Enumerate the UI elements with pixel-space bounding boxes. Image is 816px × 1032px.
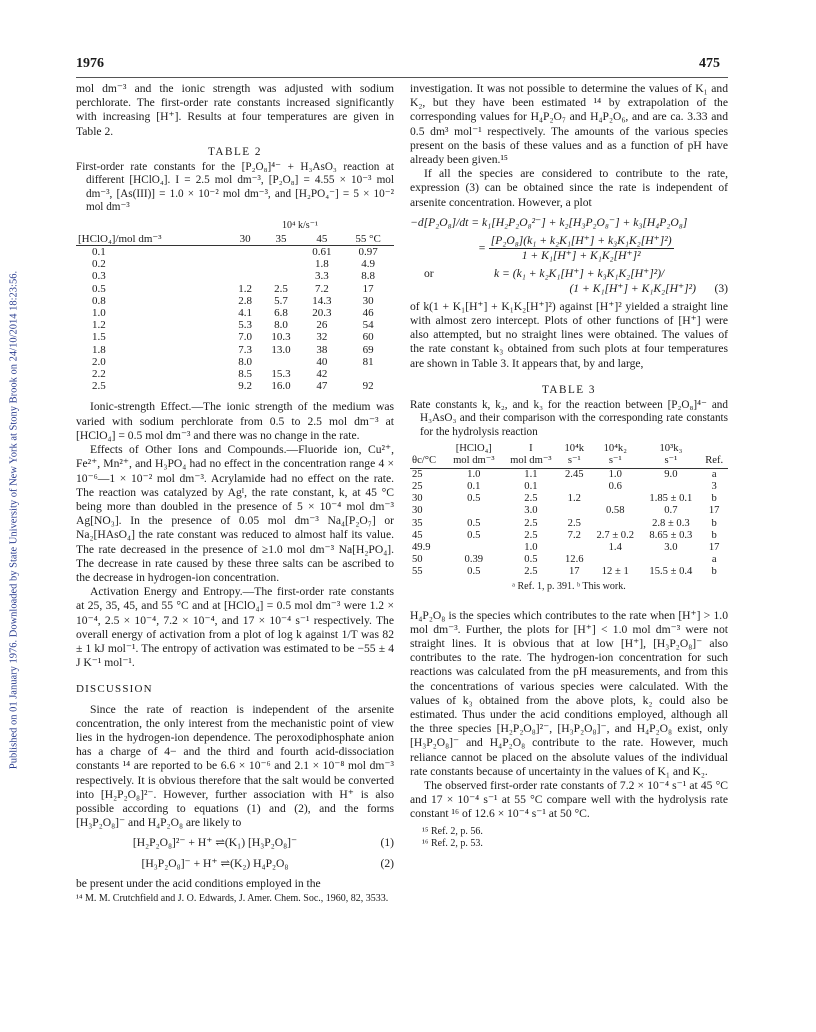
table-cell: 25: [412, 468, 423, 480]
table-cell: 35: [261, 233, 302, 246]
right-paragraph-3: of k(1 + K₁[H⁺] + K₁K₂[H⁺]²) against [H⁺]² yielded a straight line with almost zero intercept. Plots of other functions of [H⁺] were also attempted, but no straight lines were obtained. The values of the rate constant k₃ obtained from such plots at four temperatures are shown in Table 3. It appears that, by and large,: [410, 299, 728, 370]
table-cell: 0.1: [92, 246, 106, 259]
table-cell: [589, 518, 641, 530]
table-cell: 0.8: [92, 294, 106, 307]
right-paragraph-5: The observed first-order rate constants of 7.2 × 10⁻⁴ s⁻¹ at 45 °C and 17 × 10⁻⁴ s⁻¹ at 55 °C compare well with the hydrolysis rate constant ¹⁶ of 12.6 × 10⁻⁴ s⁻¹ at 50 °C.: [410, 778, 728, 821]
table-cell: 0.61: [312, 246, 332, 259]
table-cell: 46: [362, 307, 374, 320]
table-cell: 7.0: [238, 331, 252, 344]
table-row: [410, 554, 728, 566]
table-cell: 1.0: [467, 468, 481, 480]
table-cell: 45: [412, 529, 423, 541]
table-cell: [559, 505, 589, 517]
table-cell: 0.58: [605, 505, 625, 517]
table-cell: I: [529, 443, 533, 455]
table-cell: 3.0: [664, 541, 678, 553]
equation-3-number: (3): [714, 281, 728, 295]
table-cell: 0.6: [608, 480, 622, 492]
discussion-heading: DISCUSSION: [76, 683, 153, 696]
table-cell: 1.2: [238, 282, 252, 295]
ionic-strength-paragraph: Ionic-strength Effect.—The ionic strength of the medium was varied with sodium perchlorate from 0.5 to 2.5 mol dm⁻³ at [HClO₄] = 0.5 mol dm⁻³ and there was no change in the rate.: [76, 400, 394, 442]
table-cell: [700, 443, 728, 455]
table3-footnote: ᵃ Ref. 1, p. 391. ᵇ This work.: [512, 580, 626, 592]
table-cell: 14.3: [312, 294, 332, 307]
table-cell: 6.8: [274, 307, 288, 320]
table-cell: 1.0: [92, 307, 106, 320]
table-cell: [641, 554, 700, 566]
rate-equation-numerator: [P₂O₈](k₁ + k₂K₁[H⁺] + k₃K₁K₂[H⁺]²): [489, 234, 674, 249]
table-cell: 1.2: [92, 319, 106, 332]
table-cell: 26: [316, 319, 328, 332]
table2-label: TABLE 2: [207, 145, 263, 158]
table3-header-top: [410, 443, 728, 455]
rate-equation-denominator: 1 + K₁[H⁺] + K₁K₂[H⁺]²: [521, 249, 641, 263]
table-cell: mol dm⁻³: [445, 455, 502, 468]
table-row: [76, 319, 394, 331]
table-cell: 1.0: [608, 468, 622, 480]
table-row: [410, 505, 728, 517]
table-cell: 8.65 ± 0.3: [649, 529, 693, 541]
table-row: [76, 356, 394, 368]
table-row: [410, 530, 728, 542]
right-paragraph-1: investigation. It was not possible to determine the values of K₁ and K₂, but they have been estimated ¹⁴ by extrapolation of the corresponding values for H₄P₂O₇ and H₄P₂O₆, and are ca. 3.33 and 0.5 dm³ mol⁻¹ respectively. The amounts of the various species present on the basis of these values and as a function of pH have already been given.¹⁵: [410, 82, 728, 167]
table-cell: 50: [412, 554, 423, 566]
table-cell: 1.0: [524, 541, 538, 553]
table-cell: 10⁴k₂: [603, 443, 627, 455]
table-cell: 10⁴k: [564, 443, 585, 455]
table-cell: 2.5: [524, 566, 538, 578]
table-cell: 12 ± 1: [601, 566, 629, 578]
table-cell: [559, 481, 589, 493]
table-cell: 7.2: [314, 282, 329, 295]
download-watermark-text: Published on 01 January 1976. Downloaded by State University of New York at Stony Brook on 24/10/2014 18:23:56.: [8, 270, 20, 770]
table-cell: 4.1: [238, 307, 252, 320]
rate-equation-a: −d[P₂O₈]/dt = k₁[H₂P₂O₈²⁻] + k₂[H₃P₂O₈⁻] + k₃[H₄P₂O₈]: [410, 215, 688, 229]
table3-caption: Rate constants k, k₂, and k₃ for the reaction between [P₂O₈]⁴⁻ and H₃AsO₃ and their comparison with the corresponding rate constants for the hydrolysis reaction: [410, 399, 728, 438]
right-paragraph-4: H₄P₂O₈ is the species which contributes to the rate when [H⁺] > 1.0 mol dm⁻³. Further, the plots for [H⁺] < 1.0 mol dm⁻³ were not straight lines. It is obvious that at low [H⁺], [H₃P₂O₈]⁻ also contributes to the rate. The hydrogen-ion concentration for such reactions was calculated from the pH measurements, and from this the concentrations of various species were calculated. With the values of k₃ obtained from the above plots, k₂ could also be estimated. Thus under the acid conditions employed, although all the three species [H₂P₂O₈]²⁻, [H₃P₂O₈]⁻, and H₄P₂O₈ exist, only [H₃P₂O₈]⁻ and H₄P₂O₈ contribute to the rate. However, much reliance cannot be placed on the absolute values of the individual rate constants because of uncertainty in the values of K₁ and K₂.: [410, 608, 728, 778]
table-cell: 69: [362, 343, 374, 356]
table-cell: 47: [316, 380, 328, 393]
table-cell: 1.8: [92, 343, 106, 356]
table-cell: s⁻¹: [559, 455, 589, 468]
table-row: [76, 368, 394, 380]
table-cell: 55 °C: [342, 233, 394, 246]
header-rule: [76, 77, 728, 78]
table-cell: 15.5 ± 0.4: [649, 566, 693, 578]
equation-2-number: (2): [380, 856, 394, 870]
table3: [410, 443, 728, 578]
table-row: [76, 344, 394, 356]
download-watermark: [4, 140, 24, 900]
table-cell: 0.2: [92, 258, 106, 271]
table-cell: 17: [568, 566, 580, 578]
k-equation-or: or: [424, 267, 434, 281]
table-cell: 30: [230, 233, 261, 246]
table-cell: b: [711, 566, 717, 578]
table-cell: 30: [412, 493, 423, 505]
table-cell: 3.0: [524, 505, 538, 517]
table2: [76, 233, 394, 393]
table-cell: 2.5: [524, 493, 538, 505]
table-cell: [261, 270, 302, 282]
table-row: [76, 283, 394, 295]
table-cell: 0.5: [467, 566, 481, 578]
table-cell: 20.3: [312, 307, 332, 320]
table2-caption: First-order rate constants for the [P₂O₈]⁴⁻ + H₃AsO₃ reaction at different [HClO₄]. I = 2.5 mol dm⁻³, [P₂O₈] = 4.55 × 10⁻³ mol dm⁻³, [As(III)] = 1.0 × 10⁻² mol dm⁻³, and [H₂PO₄⁻] = 5 × 10⁻² mol dm⁻³: [76, 161, 394, 214]
k-equation: [410, 267, 728, 281]
table-cell: 0.5: [524, 554, 538, 566]
rate-equation-b: = $\frac{\text{[P₂O₈](k₁ + k₂K₁[H⁺] + k₃K₁K₂[H⁺]²)}}{\text{1 + K₁[H⁺] + K₁K₂[H⁺]²}}$: [478, 234, 672, 263]
table-cell: 2.8 ± 0.3: [652, 517, 690, 529]
table-cell: 17: [708, 505, 720, 517]
table3-label: TABLE 3: [541, 383, 597, 396]
table-cell: 32: [316, 331, 328, 344]
table-cell: 0.5: [467, 493, 481, 505]
table-cell: 4.9: [361, 258, 375, 271]
table-cell: 2.2: [92, 368, 106, 381]
table-cell: 0.1: [524, 480, 538, 492]
table-cell: 0.7: [664, 505, 678, 517]
table-cell: 5.3: [238, 319, 252, 332]
page-number: 475: [699, 56, 720, 71]
table2-units: 10⁴ k/s⁻¹: [282, 219, 318, 231]
table-cell: 45: [301, 233, 342, 246]
table-cell: 3.3: [314, 270, 329, 283]
table-cell: 16.0: [271, 380, 291, 393]
table-cell: 13.0: [271, 343, 291, 356]
table-cell: 49.9: [412, 541, 431, 553]
journal-year: 1976: [76, 56, 104, 71]
table-cell: 30: [412, 505, 423, 517]
table-cell: 2.5: [567, 517, 581, 529]
table-cell: 0.97: [358, 246, 378, 259]
table-cell: 3: [711, 480, 717, 492]
right-paragraph-2: If all the species are considered to contribute to the rate, expression (3) can be obtained since the rate is independent of arsenite concentration. However, a plot: [410, 167, 728, 209]
table-cell: 8.5: [238, 368, 252, 381]
table-cell: [261, 246, 302, 259]
table-cell: 0.5: [467, 529, 481, 541]
table-cell: 9.2: [238, 380, 252, 393]
table-cell: 2.5: [524, 529, 538, 541]
table-cell: 8.0: [238, 355, 252, 368]
table-cell: [230, 246, 261, 259]
table-cell: 25: [412, 480, 423, 492]
table-cell: [641, 481, 700, 493]
table-cell: [HClO₄]/mol dm⁻³: [76, 233, 230, 246]
table-cell: 8.0: [274, 319, 288, 332]
table-row: [410, 481, 728, 493]
table-cell: [445, 505, 502, 517]
table-cell: 1.85 ± 0.1: [649, 493, 693, 505]
table-cell: 8.8: [361, 270, 375, 283]
activation-paragraph: Activation Energy and Entropy.—The first-order rate constants at 25, 35, 45, and 55 °C and at [HClO₄] = 0.5 mol dm⁻³ were 1.2 × 10⁻⁴, 2.5 × 10⁻⁴, 7.2 × 10⁻⁴, and 17 × 10⁻⁴ s⁻¹ respectively. The overall energy of activation from a plot of log k against 1/T was 82 ± 1 kJ mol⁻¹. The entropy of activation was estimated to be −55 ± 4 J K⁻¹ mol⁻¹.: [76, 585, 394, 670]
rate-equation-fraction: [489, 234, 674, 263]
table-cell: b: [711, 493, 717, 505]
table-cell: 55: [412, 566, 423, 578]
table-cell: [342, 368, 394, 380]
table-cell: 40: [316, 355, 328, 368]
table-row: [76, 380, 394, 392]
table-cell: b: [711, 529, 717, 541]
table-cell: [559, 542, 589, 554]
table-cell: [230, 258, 261, 270]
table-cell: [445, 542, 502, 554]
table-row: [410, 542, 728, 554]
table-cell: θc/°C: [410, 455, 445, 468]
table-cell: 17: [362, 282, 374, 295]
table2-header-row: [76, 233, 394, 246]
equation-2-text: [H₃P₂O₈]⁻ + H⁺ ⇌(K₂) H₄P₂O₈: [141, 856, 289, 870]
table-cell: 0.1: [467, 480, 481, 492]
table-cell: 7.2: [567, 529, 581, 541]
table-row: [76, 307, 394, 319]
table-cell: 2.5: [92, 380, 106, 393]
table-cell: 0.39: [464, 554, 484, 566]
table-cell: 0.5: [467, 517, 481, 529]
table-cell: 15.3: [271, 368, 291, 381]
table-cell: [HClO₄]: [455, 443, 492, 455]
table-cell: [230, 270, 261, 282]
table-cell: mol dm⁻³: [502, 455, 559, 468]
left-column: [76, 82, 394, 905]
table-cell: 2.0: [92, 355, 106, 368]
table-cell: 92: [362, 380, 374, 393]
table-cell: 17: [708, 541, 720, 553]
table-cell: 1.4: [608, 541, 622, 553]
table-row: [76, 246, 394, 259]
equation-1-text: [H₂P₂O₈]²⁻ + H⁺ ⇌(K₁) [H₃P₂O₈]⁻: [132, 836, 298, 850]
k-equation-cont: [410, 282, 728, 296]
right-column: [410, 82, 728, 850]
k-equation-line2: (1 + K₁[H⁺] + K₁K₂[H⁺]²): [569, 281, 696, 295]
table-row: [410, 493, 728, 505]
table-cell: a: [711, 468, 717, 480]
table-row: [76, 258, 394, 270]
table-cell: 12.6: [565, 554, 584, 566]
table-cell: [589, 493, 641, 505]
table-cell: 2.8: [238, 294, 252, 307]
table-cell: b: [711, 517, 717, 529]
k-equation-line1: k = (k₁ + k₂K₁[H⁺] + k₃K₁K₂[H⁺]²)/: [494, 267, 665, 281]
after-equations-paragraph: be present under the acid conditions employed in the: [76, 876, 321, 890]
table-cell: 7.3: [238, 343, 252, 356]
equation-2: [76, 857, 394, 871]
table-cell: 81: [362, 355, 374, 368]
table-cell: 2.5: [274, 282, 288, 295]
table-row: [410, 518, 728, 530]
table-cell: 38: [316, 343, 328, 356]
table-cell: 60: [362, 331, 374, 344]
table-cell: 10.3: [271, 331, 291, 344]
table-cell: 42: [316, 368, 328, 381]
table-cell: 0.3: [92, 270, 106, 283]
equation-1-number: (1): [380, 836, 394, 850]
footnote-14: ¹⁴ M. M. Crutchfield and J. O. Edwards, J. Amer. Chem. Soc., 1960, 82, 3533.: [76, 892, 389, 904]
footnote-16: ¹⁶ Ref. 2, p. 53.: [422, 837, 483, 849]
table-cell: 1.1: [524, 468, 538, 480]
table-cell: [261, 258, 302, 270]
table-cell: 9.0: [664, 468, 678, 480]
table-cell: 2.45: [565, 468, 584, 480]
equation-1: [76, 836, 394, 850]
table-row: [76, 270, 394, 282]
table-cell: s⁻¹: [589, 455, 641, 468]
table-cell: 0.5: [92, 282, 106, 295]
intro-paragraph: mol dm⁻³ and the ionic strength was adjusted with sodium perchlorate. The first-order rate constants increased significantly with increasing [H⁺]. Results at four temperatures are given in Table 2.: [76, 82, 394, 138]
table-cell: 2.7 ± 0.2: [596, 529, 635, 541]
table-cell: 30: [362, 294, 374, 307]
table-row: [76, 295, 394, 307]
table-cell: 35: [412, 517, 423, 529]
table-row: [76, 331, 394, 343]
table-cell: [261, 356, 302, 368]
table-cell: s⁻¹: [641, 455, 700, 468]
discussion-paragraph: Since the rate of reaction is independent of the arsenite concentration, the only interest from the mechanistic point of view lies in the hydrogen-ion dependence. The peroxodiphosphate anion has a charge of 4− and the third and fourth acid-dissociation constants ¹⁴ are reported to be 6.6 × 10⁻⁶ and 2.1 × 10⁻⁸ mol dm⁻³ respectively. It is obvious therefore that the salt would be converted into [H₂P₂O₈]²⁻. However, further association with H⁺ is also possible according to equations (1) and (2), and the forms [H₃P₂O₈]⁻ and H₄P₂O₈ are likely to: [76, 702, 394, 830]
table-cell: [410, 443, 445, 455]
table-cell: 5.7: [274, 294, 288, 307]
table-cell: 1.5: [92, 331, 106, 344]
table-cell: Ref.: [700, 455, 728, 468]
table3-header-bottom: [410, 455, 728, 468]
other-ions-paragraph: Effects of Other Ions and Compounds.—Fluoride ion, Cu²⁺, Fe²⁺, Mn²⁺, and H₃PO₄ had no effect in the concentration range 4 × 10⁻⁶—1 × 10⁻² mol dm⁻³. Acrylamide had no effect on the rate. The reaction was catalyzed by Agᴵ, the rate constant, k, at 45 °C being more than doubled in the presence of 5 × 10⁻⁴ mol dm⁻³ Ag[NO₃]. In the presence of 0.05 mol dm⁻³ Na₄[P₂O₇] or Na₂[HAsO₄] the rate constant was reduced to almost half its value. The rate decreased in the presence of ≥1.0 mol dm⁻³ Na[H₂PO₄]. The decrease in rate caused by these three salts can be ascribed to the decrease in hydrogen-ion concentration.: [76, 443, 394, 584]
table-cell: a: [711, 554, 717, 566]
table-cell: 1.8: [314, 258, 329, 271]
table-row: [410, 566, 728, 578]
footnote-15: ¹⁵ Ref. 2, p. 56.: [422, 825, 483, 837]
table-cell: 2.5: [524, 517, 538, 529]
table-cell: 54: [362, 319, 374, 332]
table-row: [410, 468, 728, 481]
table-cell: [589, 554, 641, 566]
table-cell: 1.2: [567, 493, 581, 505]
table-cell: 10³k₃: [659, 443, 683, 455]
